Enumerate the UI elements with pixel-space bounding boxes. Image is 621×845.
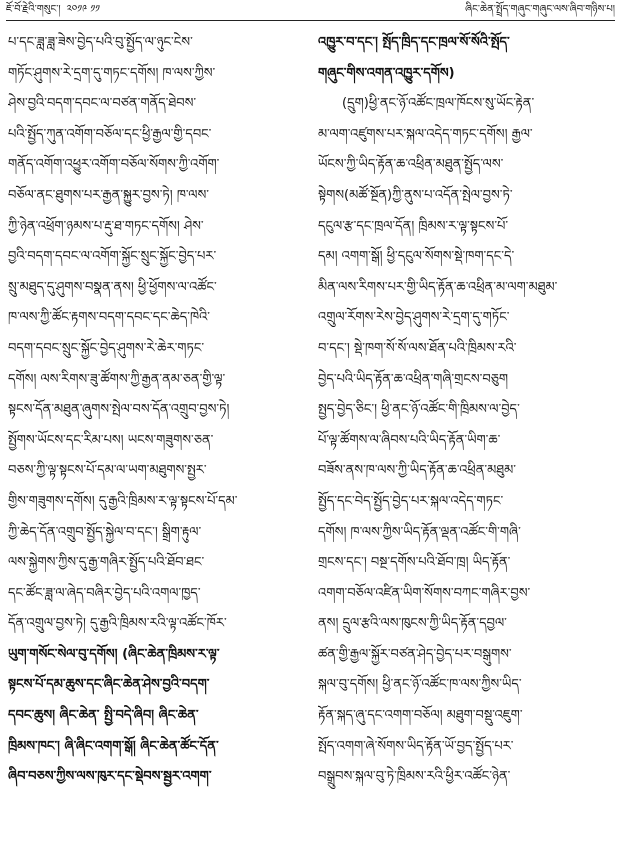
left-column (8, 28, 304, 844)
text-line: ཀྱི་ཆེད་དོན་འགྲུབ་སྤྱོད་སྐྱེལ་བ་དང་། སྒྲིག་རྟུལ་ (8, 524, 202, 540)
header-rule (6, 20, 615, 21)
text-line: ཁྲིམས་ཁང་། ཞི་ཞིང་འགག་སྒོ། ཞིང་ཆེན་ཚོང་དོན་ (8, 738, 219, 754)
right-column (318, 28, 614, 844)
text-line: འཁྱུར་བ་དང་། སྤོད་ཁྲིད་དང་ཁྲལ་སོ་སོའི་སྤོད་ (318, 35, 510, 50)
text-line: དངུལ་རྩ་དང་ཁྲལ་དོན། ཁྲིམས་ར་ལྟ་སྟངས་པོ་ (318, 218, 509, 234)
page-number: ༢༠༡༩ ༡༡ (66, 4, 101, 15)
text-line: རྟོན་སྐད་ཞུ་དང་འགག་བཅོལ། མཐུག་བསྡུ་འཇུག་ (318, 708, 523, 724)
text-line: བྱའི་བདག་དབང་ལ་འགོག་སྐྱོང་སྲུང་སྐྱོང་བྱེད་པར་ (8, 249, 217, 265)
header-left (6, 0, 100, 20)
text-line: (དྲུག)ཕྱི་ནང་ཉོ་འཚོང་ཁྲལ་ཁོངས་སུ་ཡོང་རྟེན་ (342, 96, 535, 112)
text-line: སྐལ་བུ་དགོས། ཕྱི་ནང་ཉོ་འཚོང་ཁ་ལས་ཀྱིས་ཡིད་ (318, 677, 522, 693)
text-line: ཁ་ལས་ཀྱི་ཚོང་རྟགས་བདག་དབང་དང་ཆེད་ཁེའི་ (8, 310, 211, 326)
text-line: གནོད་འགོག་འཕྱུར་འགོག་བཅོལ་སོགས་ཀྱི་འགོག་ (8, 157, 220, 173)
text-line: ཡོངས་ཀྱི་ཡིད་རྟོན་ཆ་འཕྲིན་མཐུན་སྤྱོད་ལས་ (318, 157, 504, 173)
text-line: པ་དང་ཟླ་ཟླ་ཟེས་བྱེད་པའི་བུ་སྤྱོད་ལ་ཉུང་ངེས་ (8, 35, 193, 50)
text-line: སྤྱོགས་ཡོངས་དང་རིམ་པས། ཡངས་གཟུགས་ཅན་ (8, 432, 214, 448)
text-line: པའི་སྤྱོད་ཀུན་འགོག་བཅོལ་དང་ཕྱི་རྒྱལ་གྱི་དབང་ (8, 126, 212, 142)
text-line: དགོས། ལས་རིགས་ཟུ་ཚོགས་ཀྱི་རྒྱན་ནམ་ཅན་གྱི་ལྟ་ (8, 371, 226, 387)
text-line: སྤོད་འགག་ཞེ་སོགས་ཡིད་རྟོན་ཡོ་བྱད་སྤྱོད་པར་ (318, 738, 514, 754)
text-line: མིན་ལས་རིགས་པར་གྱི་ཡིད་རྟོན་ཆ་འཕྲིན་མ་ལག་མཐུམ་ (318, 279, 558, 295)
text-line: འགྲུལ་རོགས་རེས་བྱེད་ཤུགས་རེ་དྲག་དུ་གཏོང་ (318, 310, 510, 326)
text-line: སྤྱོད་དང་བེད་སྤྱོད་བྱེད་པར་སྐལ་འདེད་གཏང་ (318, 493, 504, 509)
text-line: ཀྱི་ཉེན་འཕྲོག་ཉམས་པ་རྡུ་ཐ་གཏང་དགོས། ཤེས་ (8, 218, 204, 234)
text-line: བཟོས་ནས་ཁ་ལས་ཀྱི་ཡིད་རྟོན་ཆ་འཕྲིན་མཐུམ་ (318, 463, 516, 479)
text-line: ལས་སྐྱེགས་ཀྱིས་དུ་རྒྱ་གཞིར་སྤྱོད་པའི་ཐོབ་ཐང་ (8, 555, 205, 571)
text-line: སྟངས་པོ་དམ་ཆུས་དང་ཞིང་ཆེན་ཤེས་བྱའི་བདག་ (8, 677, 210, 693)
text-line: གྲངས་དང་། བསྔ་དགོས་པའི་ཐོབ་ཁྲ། ཡིད་རྟོན་ (318, 555, 511, 571)
text-line: ཡུག་གསོང་སེལ་བུ་དགོས། (ཞིང་ཆེན་ཁྲིམས་ར་ལྟ་ (8, 646, 220, 662)
text-line: དམ། འགག་སྒོ། ཕྱི་དངུལ་སོགས་སྡེ་ཁག་དང་དེ་ (318, 249, 515, 265)
text-line: སྲུ་མཐུད་དུ་ཤུགས་བསྣན་ནས། ཕྱི་ཕྱོགས་ལ་འཚོང་ (8, 279, 217, 295)
text-line: པོ་ལྟ་ཚོགས་ལ་ཞིབས་པའི་ཡིད་རྟོན་ཡིག་ཆ་ (318, 432, 501, 448)
text-line: བཅོལ་ནང་ཐུགས་པར་རྒྱན་སྐྱུར་བྱས་ཏེ། ཁ་ལས་ (8, 187, 209, 203)
text-line: དང་ཚོང་ཟླ་ལ་ཞེད་བཞིར་བྱེད་པའི་འགལ་ཁྱད་ (8, 585, 201, 601)
running-title-left: ཇོ་བོ་རྗེའི་གསུང་། (6, 4, 61, 15)
text-line: འགག་བཅོལ་འཛིན་ཡིག་སོགས་བཀང་གཞིར་བྱས་ (318, 585, 531, 601)
text-line: སྟངས་དོན་མཐུན་ཞུགས་སྤེལ་བས་དོན་འགྲུབ་བྱས་ཏེ། (8, 402, 230, 418)
text-line: བདག་དབང་སྲུང་སྐྱོང་བྱེད་ཤུགས་རེ་ཆེར་གཏང་ (8, 340, 205, 356)
text-line: ནས། དྲུལ་རྩའི་ལས་ཁུངས་ཀྱི་ཡིད་རྟོན་དབྱལ་ (318, 616, 507, 632)
text-line: བཅས་ཀྱི་ལྟ་སྟངས་པོ་དམ་ལ་ཡག་མཐུགས་སྤྱར་ (8, 463, 207, 479)
text-line: ཚན་གྱི་རྒྱལ་སྐྱོར་བཙན་ཤེད་བྱེད་པར་བསྒུགས་ (318, 646, 512, 662)
text-line: ཤེས་བྱའི་བདག་དབང་ལ་བཙན་གནོད་ཐེབས་ (8, 96, 197, 112)
text-line: སྤྱད་བྱེད་ཅིང་། ཕྱི་ནང་ཉོ་འཚོང་གི་ཁྲིམས་ལ་བྱེད་ (318, 402, 520, 418)
text-line: ཞིབ་བཅས་ཀྱིས་ལས་ཁུར་དང་སྡེབས་སྦྱར་འགག་ (8, 769, 212, 785)
running-title-right: ཞིང་ཆེན་སྤྲོད་གཞུང་གཞུང་ལས་ཞིབ་གཉིས་པ། (465, 4, 615, 15)
text-line: དོན་འགྲུལ་བྱས་ཏེ། དུ་རྒྱའི་ཁྲིམས་རའི་ལྟ་འཚོང་ཁོར་ (8, 616, 227, 632)
text-line: དགོས། ཁ་ལས་ཀྱིས་ཡིད་རྟོན་ལྡན་འཚོང་གི་གཞི་ (318, 524, 521, 540)
text-line: མ་ལག་འཛུགས་པར་སྐལ་འདེད་གཏང་དགོས། རྒྱལ་ (318, 126, 533, 142)
text-line: གཞུང་གིས་འགན་འཁྱུར་དགོས) (318, 65, 455, 81)
text-line: དབང་ཆུས། ཞིང་ཆེན་ སྤྱི་བདེ་ཞིབ། ཞིང་ཆེན་ (8, 708, 199, 724)
text-line: བྱེད་པའི་ཡིད་རྟོན་ཆ་འཕྲིན་གཞི་གྲངས་བཅུག (318, 371, 509, 387)
text-line: སྟེགས(མཚོ་སྔོན)ཀྱི་ནུས་པ་འདོན་སྤེལ་བྱས་ཏེ་ (318, 187, 513, 203)
text-line: བ་དང་། སྡེ་ཁག་སོ་སོ་ལས་ཐོན་པའི་ཁྲིམས་རའི་ (318, 340, 517, 356)
text-line: གཏོང་ཤུགས་རེ་དྲག་དུ་གཏང་དགོས། ཁ་ལས་ཀྱིས་ (8, 65, 216, 81)
page-header (0, 0, 621, 20)
text-line: གྱིས་གཟུགས་དགོས། དུ་རྒྱའི་ཁྲིམས་ར་ལྟ་སྟངས་པོ་དམ་ (8, 493, 238, 509)
text-line: བསྒྲུབས་སྐལ་བུ་ཏེ་ཁྲིམས་རའི་ཕྱིར་འཚོང་ཉེན་ (318, 769, 511, 785)
